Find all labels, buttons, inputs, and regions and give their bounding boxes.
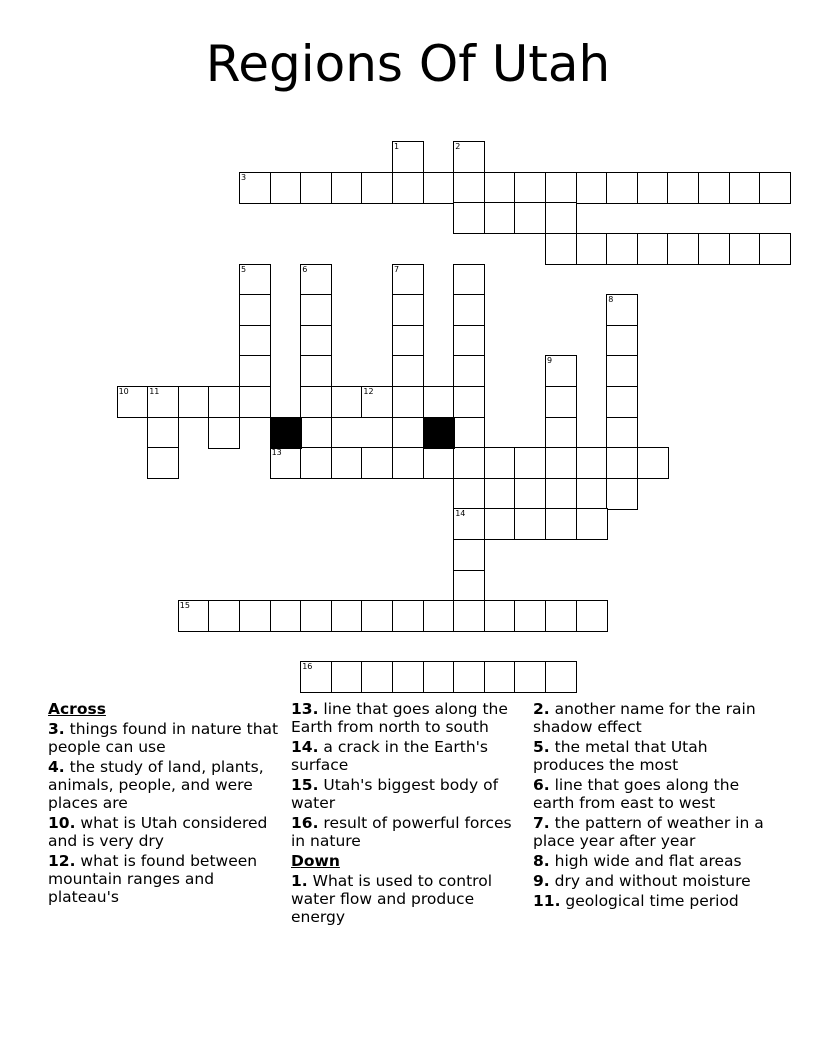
grid-cell[interactable]	[300, 264, 332, 296]
clue-number: 3.	[48, 720, 65, 738]
grid-cell[interactable]	[545, 233, 577, 265]
grid-cell[interactable]	[453, 202, 485, 234]
grid-cell[interactable]	[453, 294, 485, 326]
grid-cell[interactable]	[453, 386, 485, 418]
grid-cell[interactable]	[300, 294, 332, 326]
grid-cell[interactable]	[423, 447, 455, 479]
grid-cell[interactable]	[300, 600, 332, 632]
clue-number: 8.	[533, 852, 550, 870]
clue-number: 4.	[48, 758, 65, 776]
clue-across-15	[291, 776, 523, 812]
grid-cell[interactable]	[392, 600, 424, 632]
grid-cell[interactable]	[637, 233, 669, 265]
grid-cell[interactable]	[545, 661, 577, 693]
clue-text: dry and without moisture	[554, 872, 751, 890]
grid-cell[interactable]	[331, 661, 363, 693]
grid-cell[interactable]	[637, 447, 669, 479]
grid-cell[interactable]	[300, 355, 332, 387]
grid-cell[interactable]	[300, 386, 332, 418]
grid-cell[interactable]	[270, 600, 302, 632]
grid-cell[interactable]	[453, 355, 485, 387]
clue-number: 10.	[48, 814, 76, 832]
grid-cell[interactable]	[239, 600, 271, 632]
clue-across-13	[291, 700, 523, 736]
clue-across-14	[291, 738, 523, 774]
clue-column-1	[48, 700, 280, 908]
across-heading: Across	[48, 700, 106, 718]
grid-cell[interactable]	[453, 539, 485, 571]
grid-cell[interactable]	[361, 661, 393, 693]
grid-cell[interactable]	[453, 417, 485, 449]
clue-number: 2.	[533, 700, 550, 718]
clue-number: 6.	[533, 776, 550, 794]
grid-cell[interactable]	[514, 202, 546, 234]
grid-cell[interactable]	[545, 447, 577, 479]
clue-number-label: 13	[271, 448, 282, 458]
grid-cell[interactable]	[484, 478, 516, 510]
grid-cell[interactable]	[331, 172, 363, 204]
clue-down-2	[533, 700, 773, 736]
grid-cell[interactable]	[208, 386, 240, 418]
clue-down-6	[533, 776, 773, 812]
grid-cell[interactable]	[300, 661, 332, 693]
grid-cell[interactable]	[514, 600, 546, 632]
grid-cell[interactable]	[239, 325, 271, 357]
clue-number: 11.	[533, 892, 561, 910]
clue-number-label: 3	[241, 172, 247, 182]
grid-cell[interactable]	[606, 233, 638, 265]
grid-cell[interactable]	[423, 386, 455, 418]
clue-text: high wide and flat areas	[554, 852, 742, 870]
clue-down-8	[533, 852, 773, 870]
grid-cell[interactable]	[606, 447, 638, 479]
clue-number-label: 10	[118, 387, 129, 396]
grid-cell[interactable]	[576, 233, 608, 265]
grid-cell[interactable]	[392, 264, 424, 296]
grid-cell[interactable]	[667, 233, 699, 265]
grid-cell[interactable]	[606, 417, 638, 449]
grid-cell[interactable]	[300, 417, 332, 449]
grid-cell[interactable]	[606, 355, 638, 387]
grid-cell[interactable]	[637, 172, 669, 204]
grid-cell[interactable]	[239, 294, 271, 326]
clue-number-label: 16	[302, 662, 313, 672]
grid-cell[interactable]	[576, 172, 608, 204]
grid-cell[interactable]	[392, 141, 424, 173]
clue-number: 1.	[291, 872, 308, 890]
grid-cell[interactable]	[576, 447, 608, 479]
clue-text: what is Utah considered and is very dry	[48, 814, 268, 850]
grid-cell[interactable]	[453, 600, 485, 632]
grid-cell[interactable]	[147, 447, 179, 479]
clue-number-label: 11	[149, 387, 160, 396]
grid-cell[interactable]	[331, 600, 363, 632]
grid-cell[interactable]	[514, 661, 546, 693]
black-cell	[270, 417, 302, 449]
grid-cell[interactable]	[147, 386, 179, 418]
clue-number: 7.	[533, 814, 550, 832]
clue-text: What is used to control water flow and produce energy	[291, 872, 493, 926]
clue-text: result of powerful forces in nature	[291, 814, 512, 850]
grid-cell[interactable]	[300, 172, 332, 204]
grid-cell[interactable]	[208, 600, 240, 632]
grid-cell[interactable]	[423, 661, 455, 693]
clue-text: the study of land, plants, animals, people, and were places are	[48, 758, 264, 812]
grid-cell[interactable]	[606, 172, 638, 204]
grid-cell[interactable]	[606, 294, 638, 326]
clue-across-16	[291, 814, 523, 850]
clue-column-2	[291, 700, 523, 928]
clue-number-label: 1	[394, 142, 400, 152]
grid-cell[interactable]	[392, 355, 424, 387]
clue-across-4	[48, 758, 280, 812]
clue-text: Utah's biggest body of water	[291, 776, 499, 812]
black-cell	[423, 417, 455, 449]
clue-text: line that goes along the Earth from north to south	[291, 700, 508, 736]
grid-cell[interactable]	[270, 172, 302, 204]
clue-number: 14.	[291, 738, 319, 756]
page-title: Regions Of Utah	[205, 35, 611, 93]
grid-cell[interactable]	[514, 508, 546, 540]
grid-cell[interactable]	[453, 447, 485, 479]
clue-number-label: 12	[363, 387, 374, 396]
grid-cell[interactable]	[514, 478, 546, 510]
clue-number: 5.	[533, 738, 550, 756]
grid-cell[interactable]	[759, 233, 791, 265]
grid-cell[interactable]	[484, 172, 516, 204]
clue-text: line that goes along the earth from east to west	[533, 776, 740, 812]
grid-cell[interactable]	[117, 386, 149, 418]
grid-cell[interactable]	[545, 386, 577, 418]
grid-cell[interactable]	[545, 478, 577, 510]
grid-cell[interactable]	[392, 661, 424, 693]
clue-number-label: 7	[394, 264, 400, 274]
grid-cell[interactable]	[453, 478, 485, 510]
clue-number-label: 14	[455, 509, 466, 519]
grid-cell[interactable]	[729, 172, 761, 204]
grid-cell[interactable]	[392, 294, 424, 326]
clue-number: 16.	[291, 814, 319, 832]
clue-number: 12.	[48, 852, 76, 870]
clue-text: geological time period	[565, 892, 739, 910]
clue-down-5	[533, 738, 773, 774]
grid-cell[interactable]	[484, 202, 516, 234]
grid-cell[interactable]	[361, 386, 393, 418]
grid-cell[interactable]	[453, 264, 485, 296]
clue-number-label: 5	[241, 264, 247, 274]
clue-number: 9.	[533, 872, 550, 890]
grid-cell[interactable]	[392, 417, 424, 449]
grid-cell[interactable]	[453, 661, 485, 693]
grid-cell[interactable]	[484, 447, 516, 479]
grid-cell[interactable]	[576, 600, 608, 632]
clue-text: the pattern of weather in a place year after year	[533, 814, 764, 850]
clue-number: 13.	[291, 700, 319, 718]
grid-cell[interactable]	[178, 600, 210, 632]
grid-cell[interactable]	[514, 172, 546, 204]
grid-cell[interactable]	[453, 570, 485, 602]
clue-across-12	[48, 852, 280, 906]
grid-cell[interactable]	[270, 447, 302, 479]
grid-cell[interactable]	[361, 172, 393, 204]
grid-cell[interactable]	[545, 417, 577, 449]
grid-cell[interactable]	[392, 172, 424, 204]
grid-cell[interactable]	[453, 325, 485, 357]
clue-across-3	[48, 720, 280, 756]
grid-cell[interactable]	[576, 508, 608, 540]
grid-cell[interactable]	[423, 172, 455, 204]
clue-text: things found in nature that people can use	[48, 720, 279, 756]
grid-cell[interactable]	[484, 661, 516, 693]
grid-cell[interactable]	[361, 600, 393, 632]
grid-cell[interactable]	[300, 447, 332, 479]
clue-down-1	[291, 872, 523, 926]
grid-cell[interactable]	[453, 508, 485, 540]
grid-cell[interactable]	[545, 508, 577, 540]
grid-cell[interactable]	[729, 233, 761, 265]
clue-column-3	[533, 700, 773, 912]
clue-down-7	[533, 814, 773, 850]
grid-cell[interactable]	[331, 386, 363, 418]
grid-cell[interactable]	[576, 478, 608, 510]
clue-number-label: 9	[547, 356, 553, 366]
grid-cell[interactable]	[484, 600, 516, 632]
clue-number-label: 15	[179, 601, 190, 611]
clue-number-label: 6	[302, 264, 308, 274]
grid-cell[interactable]	[392, 447, 424, 479]
grid-cell[interactable]	[545, 172, 577, 204]
grid-cell[interactable]	[361, 447, 393, 479]
clue-text: what is found between mountain ranges and plateau's	[48, 852, 258, 906]
grid-cell[interactable]	[423, 600, 455, 632]
clue-number-label: 8	[608, 295, 614, 305]
grid-cell[interactable]	[514, 447, 546, 479]
grid-cell[interactable]	[606, 325, 638, 357]
grid-cell[interactable]	[698, 233, 730, 265]
grid-cell[interactable]	[606, 478, 638, 510]
grid-cell[interactable]	[392, 386, 424, 418]
grid-cell[interactable]	[300, 325, 332, 357]
grid-cell[interactable]	[239, 386, 271, 418]
grid-cell[interactable]	[667, 172, 699, 204]
clue-text: another name for the rain shadow effect	[533, 700, 756, 736]
grid-cell[interactable]	[331, 447, 363, 479]
clue-across-10	[48, 814, 280, 850]
clue-text: a crack in the Earth's surface	[291, 738, 488, 774]
grid-cell[interactable]	[606, 386, 638, 418]
clue-text: the metal that Utah produces the most	[533, 738, 708, 774]
clue-number: 15.	[291, 776, 319, 794]
grid-cell[interactable]	[178, 386, 210, 418]
grid-cell[interactable]	[545, 600, 577, 632]
grid-cell[interactable]	[208, 417, 240, 449]
grid-cell[interactable]	[147, 417, 179, 449]
grid-cell[interactable]	[453, 141, 485, 173]
grid-cell[interactable]	[239, 264, 271, 296]
down-heading: Down	[291, 852, 340, 870]
grid-cell[interactable]	[239, 172, 271, 204]
grid-cell[interactable]	[239, 355, 271, 387]
grid-cell[interactable]	[545, 355, 577, 387]
grid-cell[interactable]	[698, 172, 730, 204]
clue-down-11	[533, 892, 773, 910]
grid-cell[interactable]	[484, 508, 516, 540]
grid-cell[interactable]	[392, 325, 424, 357]
clue-number-label: 2	[455, 142, 461, 152]
grid-cell[interactable]	[545, 202, 577, 234]
clue-down-9	[533, 872, 773, 890]
grid-cell[interactable]	[453, 172, 485, 204]
grid-cell[interactable]	[759, 172, 791, 204]
